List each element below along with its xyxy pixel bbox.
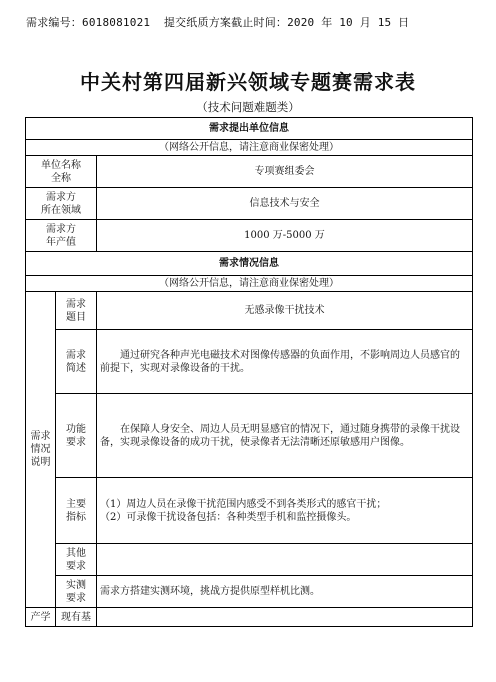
requirement-id-value: 6018081021 <box>82 16 151 29</box>
table-row <box>26 544 473 576</box>
footer-side-label: 产学 <box>26 608 56 627</box>
annual-output-label: 需求方 年产值 <box>26 220 97 252</box>
table-row <box>26 608 473 627</box>
indicator-line: （1）周边人员在录像干扰范围内感受不到各类形式的感官干扰； <box>100 498 387 510</box>
indicator-line: （2）可录像干扰设备包括：各种类型手机和监控摄像头。 <box>100 511 357 523</box>
function-req-label: 功能 要求 <box>56 394 97 478</box>
domain-label: 需求方 所在领域 <box>26 188 97 220</box>
header-line <box>26 14 409 30</box>
table-row <box>26 292 473 330</box>
footer-row-label: 现有基 <box>56 608 97 627</box>
deadline-value: 2020 年 10 月 15 日 <box>287 16 410 29</box>
demand-title-value: 无感录像干扰技术 <box>97 292 473 330</box>
test-req-value: 需求方搭建实测环境，挑战方提供原型样机比测。 <box>97 576 473 608</box>
table-row <box>26 576 473 608</box>
table-row <box>26 394 473 478</box>
page-title: 中关村第四届新兴领域专题赛需求表 <box>80 70 416 94</box>
table-row <box>26 188 473 220</box>
requirement-id-label: 需求编号： <box>26 16 82 29</box>
table-row <box>26 330 473 394</box>
deadline-label: 提交纸质方案截止时间： <box>163 16 288 29</box>
section1-heading-row <box>26 118 473 140</box>
table-row <box>26 220 473 252</box>
requirement-table <box>25 117 473 627</box>
annual-output-value: 1000 万-5000 万 <box>97 220 473 252</box>
test-req-label: 实测 要求 <box>56 576 97 608</box>
org-name-label: 单位名称 全称 <box>26 156 97 188</box>
page-subtitle: （技术问题难题类） <box>196 100 300 114</box>
demand-summary-label: 需求 简述 <box>56 330 97 394</box>
function-req-value: 在保障人身安全、周边人员无明显感官的情况下，通过随身携带的录像干扰设备，实现录像设备的成功干扰，使录像者无法清晰还原敏感用户图像。 <box>97 394 473 478</box>
section2-note: （网络公开信息，请注意商业保密处理） <box>26 276 473 292</box>
section1-note: （网络公开信息，请注意商业保密处理） <box>26 140 473 156</box>
section1-heading: 需求提出单位信息 <box>26 118 473 140</box>
section2-heading-row <box>26 252 473 276</box>
main-indicators-value <box>97 478 473 544</box>
demand-side-label: 需求 情况 说明 <box>26 292 56 608</box>
section2-note-row <box>26 276 473 292</box>
demand-summary-value: 通过研究各种声光电磁技术对图像传感器的负面作用，不影响周边人员感官的前提下，实现对录像设备的干扰。 <box>97 330 473 394</box>
other-req-label: 其他 要求 <box>56 544 97 576</box>
table-row <box>26 478 473 544</box>
section1-note-row <box>26 140 473 156</box>
main-indicators-label: 主要 指标 <box>56 478 97 544</box>
table-row <box>26 156 473 188</box>
demand-title-label: 需求 题目 <box>56 292 97 330</box>
footer-row-value <box>97 608 473 627</box>
org-name-value: 专项赛组委会 <box>97 156 473 188</box>
section2-heading: 需求情况信息 <box>26 252 473 276</box>
other-req-value <box>97 544 473 576</box>
domain-value: 信息技术与安全 <box>97 188 473 220</box>
